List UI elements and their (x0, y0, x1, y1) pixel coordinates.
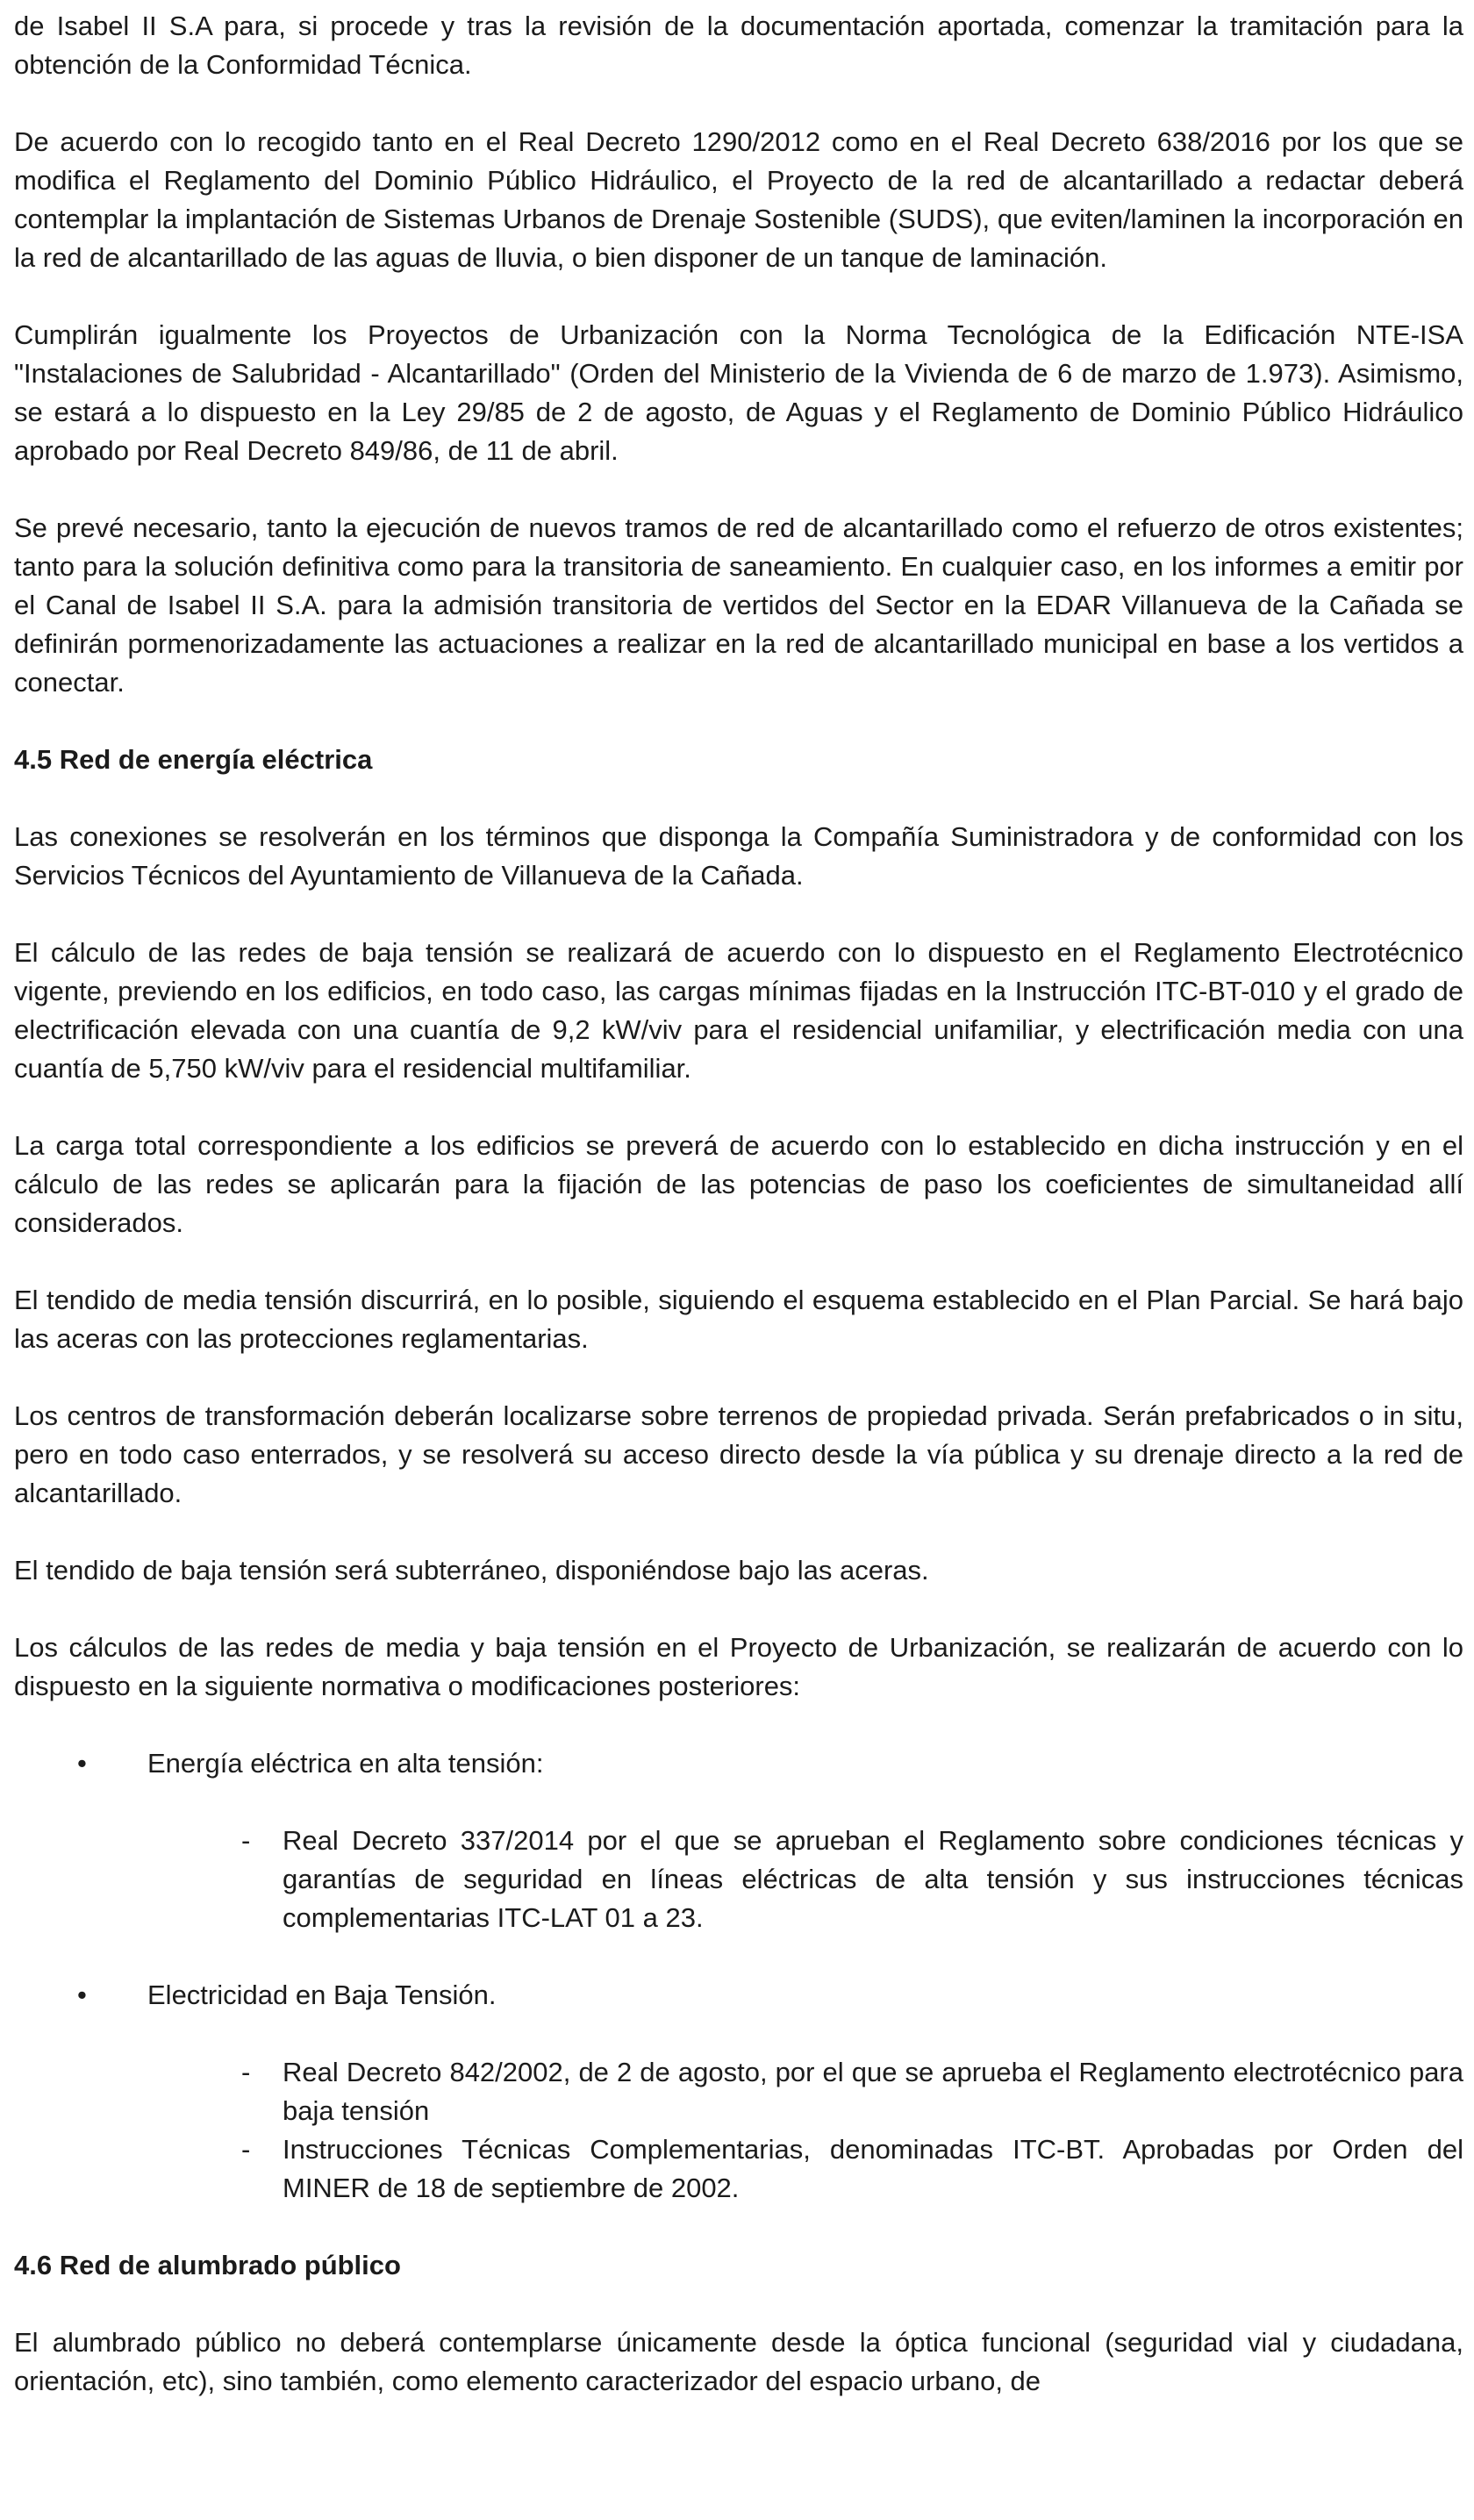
dash-icon: - (241, 2134, 251, 2165)
paragraph: Las conexiones se resolverán en los términos que disponga la Compañía Suministradora y de conformidad con los Servicios Técnicos del Ayuntamiento de Villanueva de la Cañada. (14, 821, 1463, 891)
paragraph: La carga total correspondiente a los edificios se preverá de acuerdo con lo establecido en dicha instrucción y en el cálculo de las redes se aplicarán para la fijación de las potencias de paso los coeficientes de simultaneidad allí considerados. (14, 1130, 1463, 1238)
paragraph: de Isabel II S.A para, si procede y tras la revisión de la documentación aportada, comenzar la tramitación para la obtención de la Conformidad Técnica. (14, 11, 1463, 80)
sub-list-item (14, 2130, 1463, 2208)
list-item (14, 1744, 1463, 1783)
list-item-text: Energía eléctrica en alta tensión: (147, 1748, 544, 1779)
sub-list-item (14, 2053, 1463, 2130)
paragraph: Cumplirán igualmente los Proyectos de Urbanización con la Norma Tecnológica de la Edificación NTE-ISA "Instalaciones de Salubridad - Alcantarillado" (Orden del Ministerio de la Vivienda de 6 de marzo de 1.973). Asimismo, se estará a lo dispuesto en la Ley 29/85 de 2 de agosto, de Aguas y el Reglamento de Dominio Público Hidráulico aprobado por Real Decreto 849/86, de 11 de abril. (14, 319, 1463, 466)
bullet-icon: • (77, 1748, 87, 1779)
paragraph: De acuerdo con lo recogido tanto en el Real Decreto 1290/2012 como en el Real Decreto 638/2016 por los que se modifica el Reglamento del Dominio Público Hidráulico, el Proyecto de la red de alcantarillado a redactar deberá contemplar la implantación de Sistemas Urbanos de Drenaje Sostenible (SUDS), que eviten/laminen la incorporación en la red de alcantarillado de las aguas de lluvia, o bien disponer de un tanque de laminación. (14, 126, 1463, 273)
sub-list-item-text: Real Decreto 337/2014 por el que se aprueban el Reglamento sobre condiciones técnicas y garantías de seguridad en líneas eléctricas de alta tensión y sus instrucciones técnicas complementarias ITC-LAT 01 a 23. (283, 1825, 1463, 1933)
section-heading-4-5: 4.5 Red de energía eléctrica (14, 744, 373, 775)
dash-icon: - (241, 2057, 251, 2087)
dash-icon: - (241, 1825, 251, 1856)
list-item (14, 1976, 1463, 2015)
sub-list-item-text: Real Decreto 842/2002, de 2 de agosto, por el que se aprueba el Reglamento electrotécnico para baja tensión (283, 2057, 1463, 2126)
sub-list-item-text: Instrucciones Técnicas Complementarias, denominadas ITC-BT. Aprobadas por Orden del MINER de 18 de septiembre de 2002. (283, 2134, 1463, 2203)
paragraph: Los cálculos de las redes de media y baja tensión en el Proyecto de Urbanización, se realizarán de acuerdo con lo dispuesto en la siguiente normativa o modificaciones posteriores: (14, 1632, 1463, 1701)
bullet-icon: • (77, 1979, 87, 2010)
section-heading-4-6: 4.6 Red de alumbrado público (14, 2250, 401, 2280)
paragraph: El alumbrado público no deberá contemplarse únicamente desde la óptica funcional (seguridad vial y ciudadana, orientación, etc), sino también, como elemento caracterizador del espacio urbano, de (14, 2327, 1463, 2396)
paragraph: Se prevé necesario, tanto la ejecución de nuevos tramos de red de alcantarillado como el refuerzo de otros existentes; tanto para la solución definitiva como para la transitoria de saneamiento. En cualquier caso, en los informes a emitir por el Canal de Isabel II S.A. para la admisión transitoria de vertidos del Sector en la EDAR Villanueva de la Cañada se definirán pormenorizadamente las actuaciones a realizar en la red de alcantarillado municipal en base a los vertidos a conectar. (14, 512, 1463, 698)
paragraph: Los centros de transformación deberán localizarse sobre terrenos de propiedad privada. Serán prefabricados o in situ, pero en todo caso enterrados, y se resolverá su acceso directo desde la vía pública y su drenaje directo a la red de alcantarillado. (14, 1400, 1463, 1508)
sub-list-item (14, 1822, 1463, 1937)
list-item-text: Electricidad en Baja Tensión. (147, 1979, 497, 2010)
paragraph: El tendido de baja tensión será subterráneo, disponiéndose bajo las aceras. (14, 1555, 929, 1586)
paragraph: El tendido de media tensión discurrirá, en lo posible, siguiendo el esquema establecido en el Plan Parcial. Se hará bajo las aceras con las protecciones reglamentarias. (14, 1285, 1463, 1354)
paragraph: El cálculo de las redes de baja tensión se realizará de acuerdo con lo dispuesto en el Reglamento Electrotécnico vigente, previendo en los edificios, en todo caso, las cargas mínimas fijadas en la Instrucción ITC-BT-010 y el grado de electrificación elevada con una cuantía de 9,2 kW/viv para el residencial unifamiliar, y electrificación media con una cuantía de 5,750 kW/viv para el residencial multifamiliar. (14, 937, 1463, 1084)
